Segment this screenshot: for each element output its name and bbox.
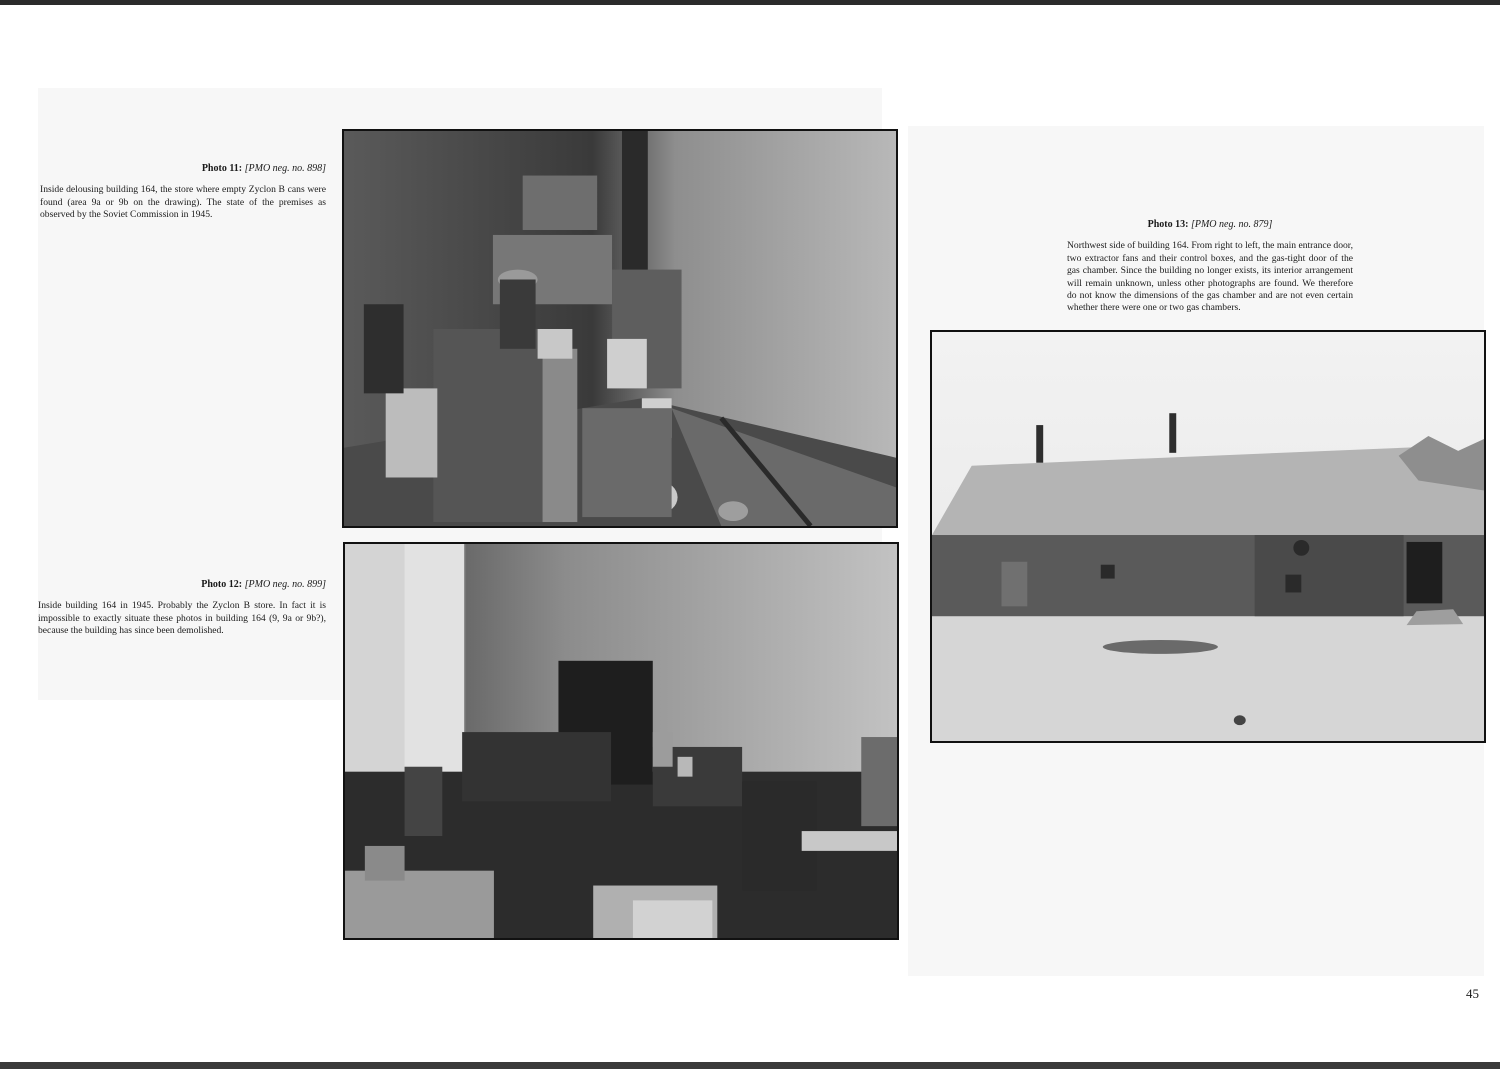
photo-13-image bbox=[930, 330, 1486, 743]
page-top-edge bbox=[0, 0, 1500, 5]
photo-13-description: Northwest side of building 164. From right to left, the main entrance door, two extractor fans and their control boxes, and the gas-tight door of the gas chamber. Since the building no longer exists, its interior arrangement will remain unknown, unless other photographs are found. We therefore do not know the dimensions of the gas chamber and are not even certain whether there were one or two gas chambers. bbox=[1067, 240, 1353, 314]
photo-12-reference: [PMO neg. no. 899] bbox=[244, 579, 326, 590]
photo-13-caption-head bbox=[1067, 219, 1353, 231]
photo-11-label: Photo 11: bbox=[201, 163, 243, 174]
photo-12-label: Photo 12: bbox=[201, 579, 243, 590]
page-number: 45 bbox=[1466, 986, 1479, 1001]
page-bottom-edge bbox=[0, 1062, 1500, 1069]
photo-12-image bbox=[343, 542, 899, 940]
photo-11-caption-head bbox=[40, 163, 326, 175]
photo-13-caption bbox=[1067, 219, 1353, 315]
photo-11-caption bbox=[40, 163, 326, 222]
photo-11-description: Inside delousing building 164, the store where empty Zyclon B cans were found (area 9a or 9b on the drawing). The state of the premises as observed by the Soviet Commission in 1945. bbox=[40, 184, 326, 221]
photo-12-description: Inside building 164 in 1945. Probably the Zyclon B store. In fact it is impossible to exactly situate these photos in building 164 (9, 9a or 9b?), because the building has since been demolished. bbox=[38, 600, 326, 637]
photo-12-caption-head bbox=[38, 579, 326, 591]
photo-11-image bbox=[342, 129, 898, 528]
photo-11-reference: [PMO neg. no. 898] bbox=[244, 163, 326, 174]
photo-13-reference: [PMO neg. no. 879] bbox=[1190, 219, 1273, 230]
photo-12-caption bbox=[38, 579, 326, 638]
photo-13-label: Photo 13: bbox=[1147, 219, 1189, 230]
